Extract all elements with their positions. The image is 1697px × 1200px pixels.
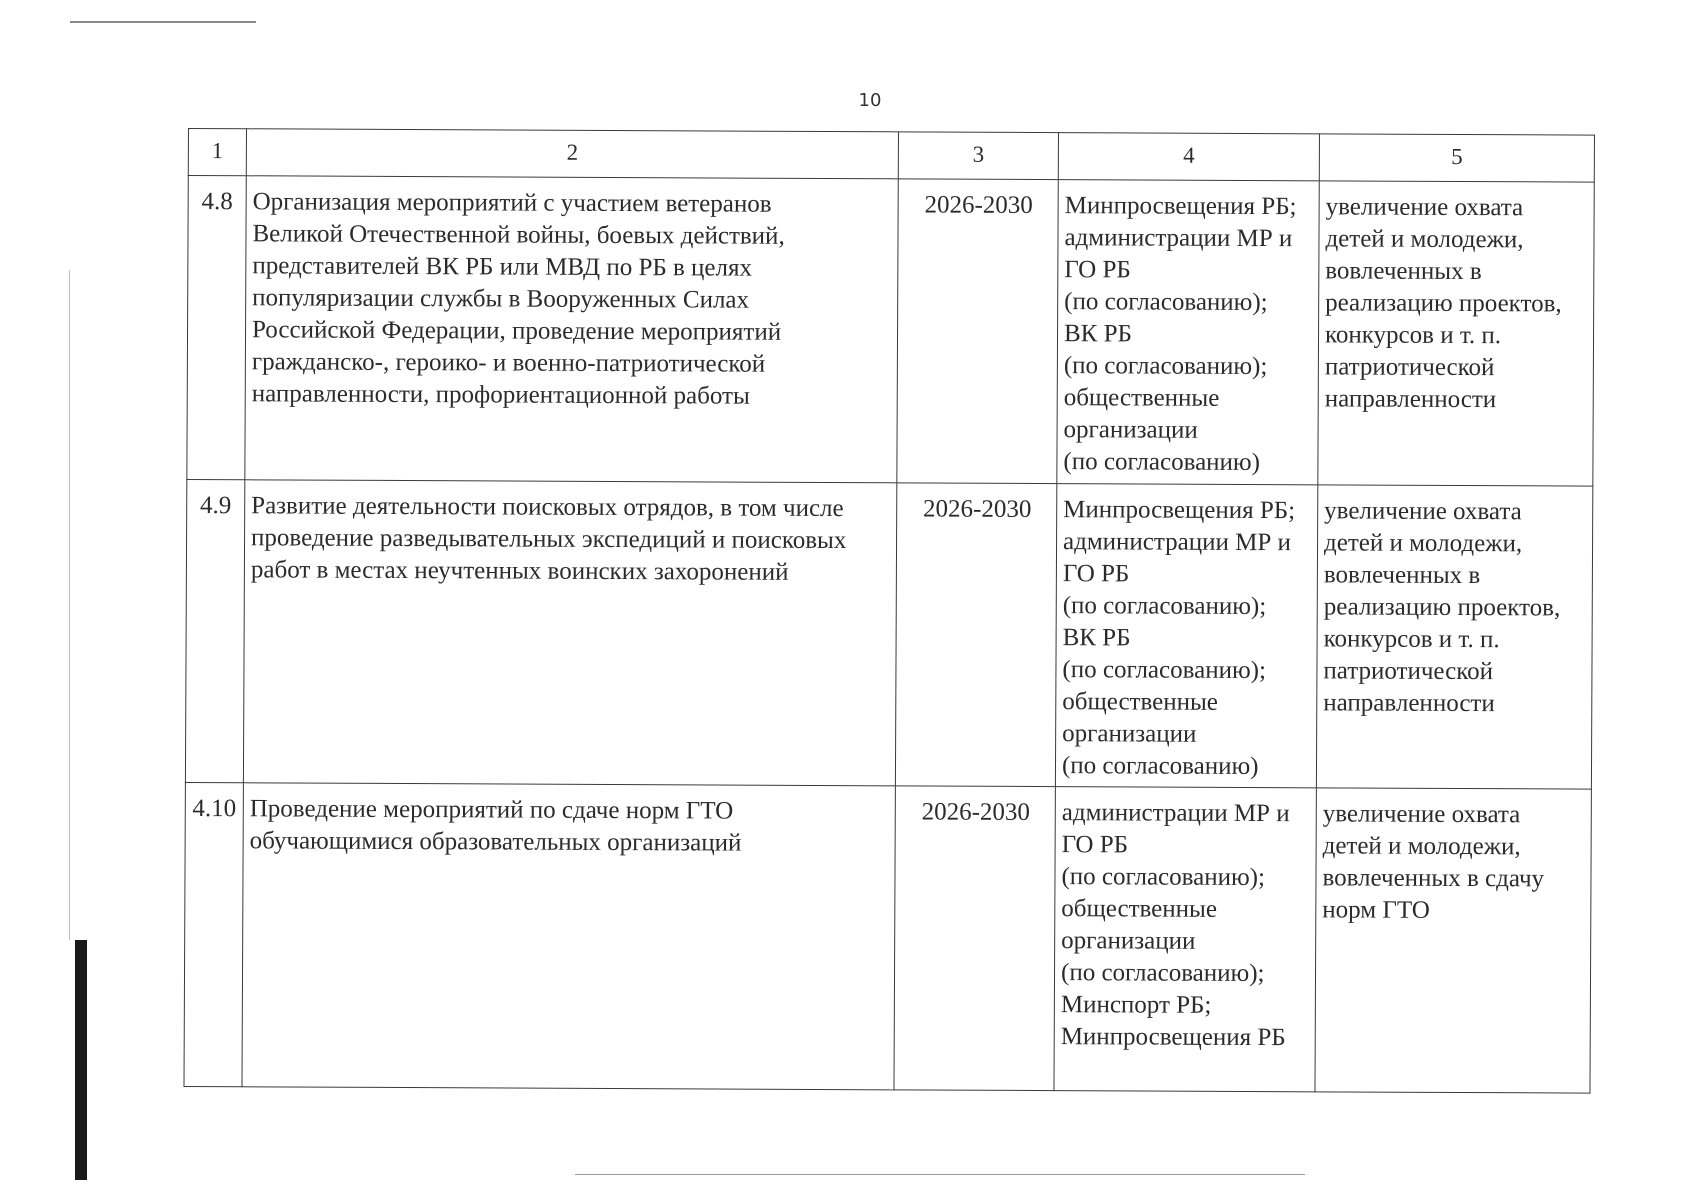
table-header-row <box>188 129 1594 183</box>
result-cell: увеличение охвата детей и молодежи, вовлеченных в реализацию проектов, конкурсов и т. п. патриотической направленности <box>1316 485 1592 789</box>
table-row <box>187 176 1594 487</box>
executors-cell: администрации МР и ГО РБ (по согласованию); общественные организации (по согласованию); Минспорт РБ; Минпросвещения РБ <box>1054 787 1316 1092</box>
scan-artifact-edge <box>69 270 70 940</box>
executors-cell: Минпросвещения РБ; администрации МР и ГО РБ (по согласованию); ВК РБ (по согласованию); общественные организации (по согласованию) <box>1057 180 1319 485</box>
activity-cell: Организация мероприятий с участием ветеранов Великой Отечественной войны, боевых действий, представителей ВК РБ или МВД по РБ в целях популяризации службы в Вооруженных Силах Российской Федерации, проведение мероприятий гражданско-, героико- и военно-патриотической направленности, профориентационной работы <box>245 176 898 483</box>
period-cell: 2026-2030 <box>895 483 1056 787</box>
scan-artifact-dark-edge <box>75 940 87 1180</box>
page-number: 10 <box>858 90 882 111</box>
activity-cell: Развитие деятельности поисковых отрядов, в том числе проведение разведывательных экспедиций и поисковых работ в местах неучтенных воинских захоронений <box>243 480 896 786</box>
executors-cell: Минпросвещения РБ; администрации МР и ГО РБ (по согласованию); ВК РБ (по согласованию); общественные организации (по согласованию) <box>1055 484 1317 788</box>
scan-artifact-line-bottom <box>575 1174 1305 1175</box>
header-cell: 1 <box>188 129 246 176</box>
row-number-cell: 4.9 <box>185 479 244 782</box>
table-row <box>184 782 1591 1093</box>
result-cell: увеличение охвата детей и молодежи, вовлеченных в реализацию проектов, конкурсов и т. п. патриотической направленности <box>1318 181 1594 486</box>
header-cell: 3 <box>898 132 1058 180</box>
scan-artifact-line <box>70 21 256 23</box>
period-cell: 2026-2030 <box>894 786 1055 1091</box>
table-row <box>185 479 1592 789</box>
period-cell: 2026-2030 <box>897 179 1058 484</box>
activity-cell: Проведение мероприятий по сдаче норм ГТО обучающимися образовательных организаций <box>242 783 895 1090</box>
row-number-cell: 4.8 <box>187 176 246 480</box>
result-cell: увеличение охвата детей и молодежи, вовлеченных в сдачу норм ГТО <box>1315 788 1591 1093</box>
header-cell: 5 <box>1319 134 1594 182</box>
header-cell: 4 <box>1058 133 1319 181</box>
header-cell: 2 <box>246 129 898 179</box>
row-number-cell: 4.10 <box>184 782 243 1086</box>
document-table <box>183 128 1595 1094</box>
